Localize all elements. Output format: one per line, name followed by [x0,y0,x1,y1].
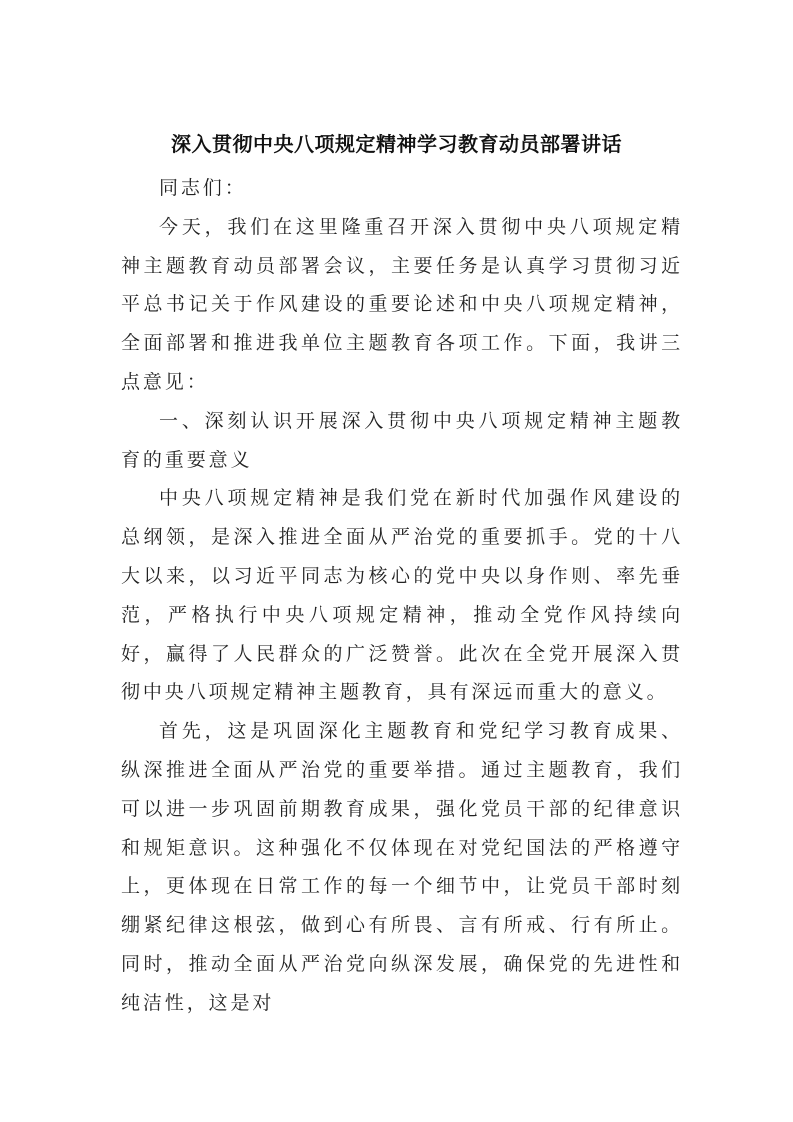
intro-paragraph: 今天，我们在这里隆重召开深入贯彻中央八项规定精神主题教育动员部署会议，主要任务是认真学习贯彻习近平总书记关于作风建设的重要论述和中央八项规定精神，全面部署和推进我单位主题教育各项工作。下面，我讲三点意见： [121,215,683,393]
body-paragraph: 中央八项规定精神是我们党在新时代加强作风建设的总纲领，是深入推进全面从严治党的重要抓手。党的十八大以来，以习近平同志为核心的党中央以身作则、率先垂范，严格执行中央八项规定精神，推动全党作风持续向好，赢得了人民群众的广泛赞誉。此次在全党开展深入贯彻中央八项规定精神主题教育，具有深远而重大的意义。 [121,487,683,704]
section-heading-1: 一、深刻认识开展深入贯彻中央八项规定精神主题教育的重要意义 [121,409,683,471]
document-body [121,169,683,1023]
salutation-paragraph: 同志们： [159,177,247,199]
body-paragraph: 首先，这是巩固深化主题教育和党纪学习教育成果、纵深推进全面从严治党的重要举措。通过主题教育，我们可以进一步巩固前期教育成果，强化党员干部的纪律意识和规矩意识。这种强化不仅体现在对党纪国法的严格遵守上，更体现在日常工作的每一个细节中，让党员干部时刻绷紧纪律这根弦，做到心有所畏、言有所戒、行有所止。同时，推动全面从严治党向纵深发展，确保党的先进性和纯洁性，这是对 [121,720,683,1014]
document-title: 深入贯彻中央八项规定精神学习教育动员部署讲话 [171,132,622,156]
